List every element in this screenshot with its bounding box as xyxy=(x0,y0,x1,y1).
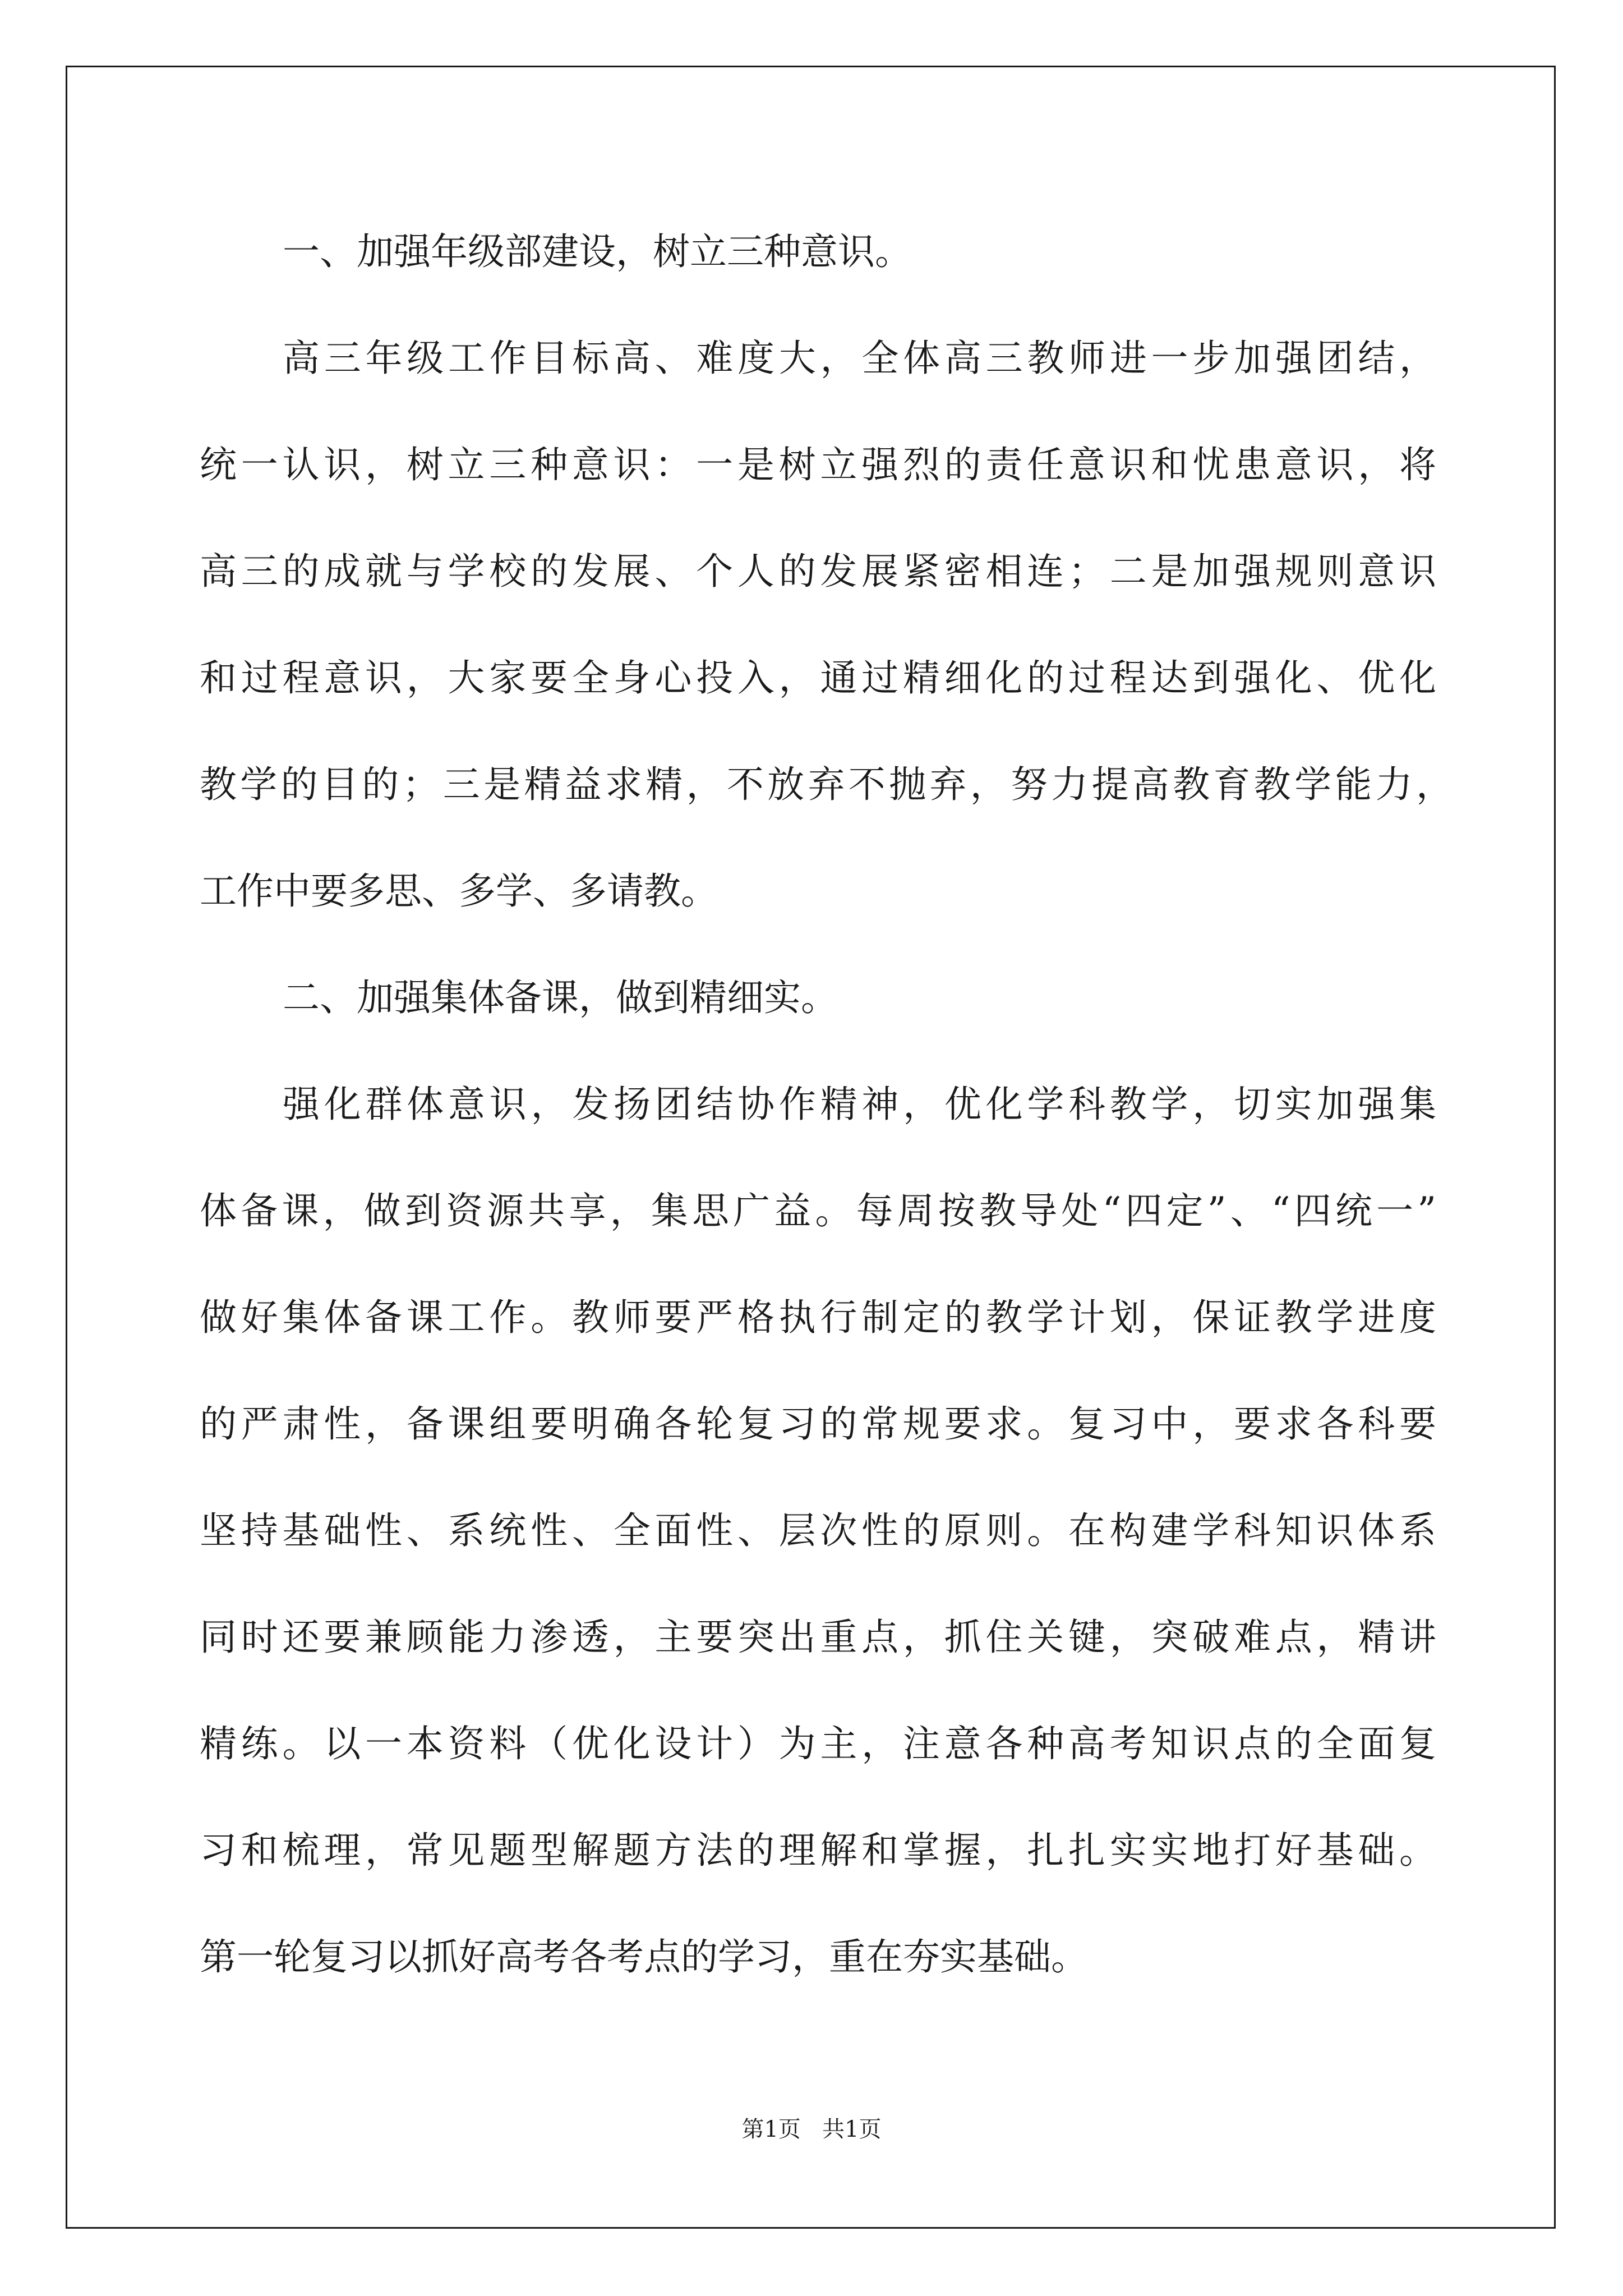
section-heading-1: 一、加强年级部建设，树立三种意识。 xyxy=(283,230,912,273)
paragraph-line: 教学的目的；三是精益求精，不放弃不抛弃，努力提高教育教学能力， xyxy=(200,763,1453,806)
paragraph-line: 精练。以一本资料（优化设计）为主，注意各种高考知识点的全面复 xyxy=(200,1722,1436,1765)
page-number-footer: 第1页 共1页 xyxy=(741,2116,882,2142)
paragraph-line: 的严肃性，备课组要明确各轮复习的常规要求。复习中，要求各科要 xyxy=(200,1402,1436,1446)
paragraph-line: 高三年级工作目标高、难度大，全体高三教师进一步加强团结， xyxy=(283,337,1436,380)
paragraph-line: 统一认识，树立三种意识：一是树立强烈的责任意识和忧患意识，将 xyxy=(200,443,1436,486)
paragraph-line: 高三的成就与学校的发展、个人的发展紧密相连；二是加强规则意识 xyxy=(200,550,1436,593)
paragraph-line: 做好集体备课工作。教师要严格执行制定的教学计划，保证教学进度 xyxy=(200,1296,1436,1339)
paragraph-line: 习和梳理，常见题型解题方法的理解和掌握，扎扎实实地打好基础。 xyxy=(200,1829,1436,1872)
paragraph-line: 第一轮复习以抓好高考各考点的学习，重在夯实基础。 xyxy=(200,1935,1088,1978)
paragraph-line: 坚持基础性、系统性、全面性、层次性的原则。在构建学科知识体系 xyxy=(200,1509,1436,1552)
paragraph-line: 和过程意识，大家要全身心投入，通过精细化的过程达到强化、优化 xyxy=(200,656,1436,700)
paragraph-line: 同时还要兼顾能力渗透，主要突出重点，抓住关键，突破难点，精讲 xyxy=(200,1616,1436,1659)
paragraph-line: 工作中要多思、多学、多请教。 xyxy=(200,869,718,913)
paragraph-line: 强化群体意识，发扬团结协作精神，优化学科教学，切实加强集 xyxy=(283,1083,1436,1126)
paragraph-line: 体备课，做到资源共享，集思广益。每周按教导处“四定”、“四统一” xyxy=(200,1189,1436,1232)
section-heading-2: 二、加强集体备课，做到精细实。 xyxy=(283,976,838,1019)
page-border xyxy=(66,66,1556,2229)
